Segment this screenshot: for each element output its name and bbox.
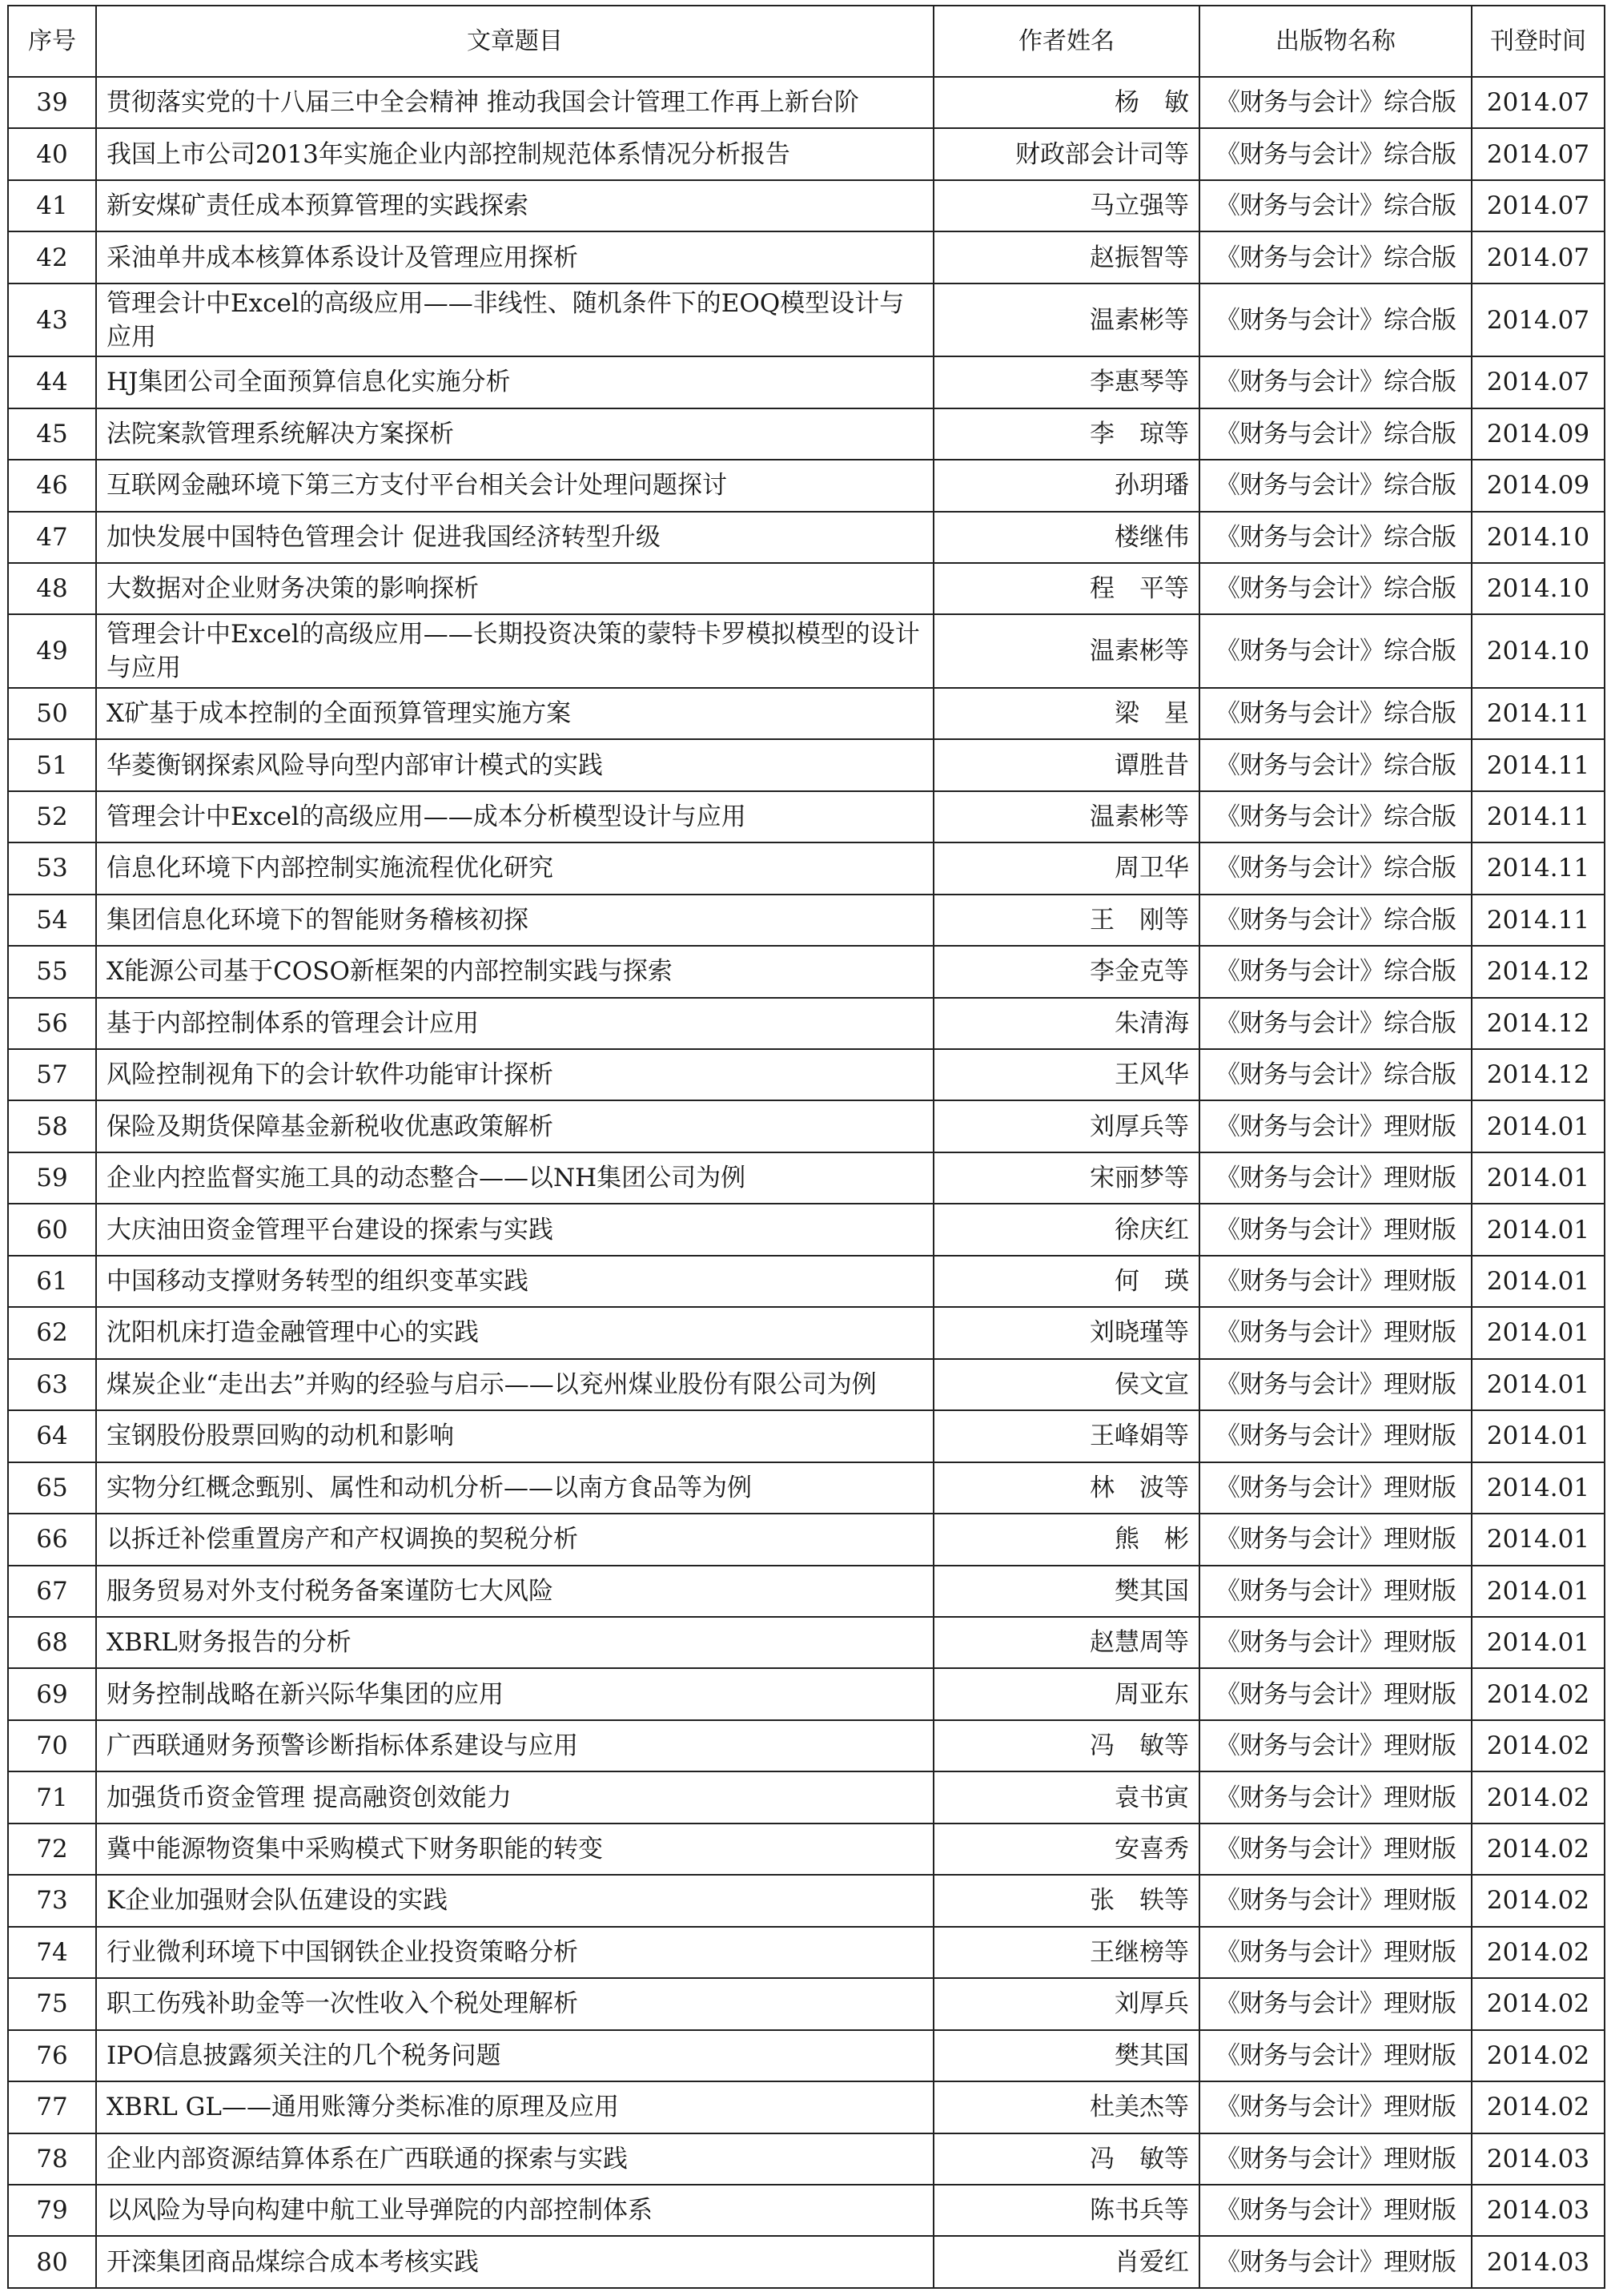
table-row [8,563,1605,614]
publication-name: 《财务与会计》综合版 [1199,460,1472,511]
publish-date: 2014.03 [1472,2133,1605,2185]
publication-name: 《财务与会计》理财版 [1199,1927,1472,1978]
publication-name: 《财务与会计》综合版 [1199,946,1472,997]
row-number: 47 [8,512,96,563]
author-name: 何 瑛 [934,1256,1199,1307]
publish-date: 2014.02 [1472,1668,1605,1719]
author-name: 赵振智等 [934,231,1199,283]
author-name: 梁 星 [934,688,1199,739]
publish-date: 2014.07 [1472,180,1605,231]
row-number: 51 [8,739,96,790]
author-name: 王继榜等 [934,1927,1199,1978]
author-name: 谭胜昔 [934,739,1199,790]
table-row [8,2081,1605,2133]
publication-name: 《财务与会计》综合版 [1199,128,1472,179]
publish-date: 2014.11 [1472,688,1605,739]
table-row [8,842,1605,894]
publish-date: 2014.01 [1472,1100,1605,1152]
table-row [8,1100,1605,1152]
table-header-row [8,6,1605,77]
row-number: 52 [8,791,96,842]
publication-name: 《财务与会计》理财版 [1199,1152,1472,1204]
table-row [8,1462,1605,1514]
article-title: XBRL财务报告的分析 [96,1617,934,1668]
article-title: 管理会计中Excel的高级应用——长期投资决策的蒙特卡罗模拟模型的设计与应用 [96,614,934,687]
table-row [8,1668,1605,1719]
publish-date: 2014.09 [1472,460,1605,511]
publish-date: 2014.02 [1472,2030,1605,2081]
header-title: 文章题目 [96,6,934,77]
author-name: 王 刚等 [934,895,1199,946]
publication-name: 《财务与会计》理财版 [1199,1100,1472,1152]
author-name: 陈书兵等 [934,2185,1199,2236]
table-row [8,356,1605,408]
publish-date: 2014.02 [1472,1771,1605,1823]
article-title: 广西联通财务预警诊断指标体系建设与应用 [96,1720,934,1771]
row-number: 46 [8,460,96,511]
article-title: 新安煤矿责任成本预算管理的实践探索 [96,180,934,231]
header-author: 作者姓名 [934,6,1199,77]
publication-name: 《财务与会计》综合版 [1199,842,1472,894]
table-row [8,1978,1605,2029]
table-row [8,1152,1605,1204]
publication-name: 《财务与会计》综合版 [1199,231,1472,283]
publication-name: 《财务与会计》综合版 [1199,791,1472,842]
article-title: HJ集团公司全面预算信息化实施分析 [96,356,934,408]
author-name: 熊 彬 [934,1514,1199,1565]
author-name: 袁书寅 [934,1771,1199,1823]
author-name: 王峰娟等 [934,1410,1199,1462]
article-title: 大庆油田资金管理平台建设的探索与实践 [96,1204,934,1255]
publication-name: 《财务与会计》综合版 [1199,614,1472,687]
article-title: 企业内控监督实施工具的动态整合——以NH集团公司为例 [96,1152,934,1204]
row-number: 58 [8,1100,96,1152]
author-name: 樊其国 [934,2030,1199,2081]
table-row [8,1927,1605,1978]
author-name: 刘厚兵等 [934,1100,1199,1152]
publish-date: 2014.11 [1472,895,1605,946]
publish-date: 2014.07 [1472,231,1605,283]
author-name: 财政部会计司等 [934,128,1199,179]
row-number: 53 [8,842,96,894]
author-name: 刘晓瑾等 [934,1307,1199,1358]
author-name: 温素彬等 [934,614,1199,687]
publication-name: 《财务与会计》理财版 [1199,1617,1472,1668]
table-row [8,739,1605,790]
row-number: 41 [8,180,96,231]
publication-name: 《财务与会计》理财版 [1199,1978,1472,2029]
publish-date: 2014.11 [1472,842,1605,894]
publication-name: 《财务与会计》综合版 [1199,283,1472,356]
table-row [8,895,1605,946]
article-title: 我国上市公司2013年实施企业内部控制规范体系情况分析报告 [96,128,934,179]
table-row [8,1514,1605,1565]
table-row [8,283,1605,356]
row-number: 57 [8,1049,96,1100]
author-name: 安喜秀 [934,1824,1199,1875]
table-row [8,688,1605,739]
article-title: 风险控制视角下的会计软件功能审计探析 [96,1049,934,1100]
row-number: 42 [8,231,96,283]
row-number: 50 [8,688,96,739]
article-title: 冀中能源物资集中采购模式下财务职能的转变 [96,1824,934,1875]
article-title: 集团信息化环境下的智能财务稽核初探 [96,895,934,946]
article-title: 服务贸易对外支付税务备案谨防七大风险 [96,1566,934,1617]
publication-name: 《财务与会计》综合版 [1199,77,1472,128]
article-title: 加强货币资金管理 提高融资创效能力 [96,1771,934,1823]
article-title: 企业内部资源结算体系在广西联通的探索与实践 [96,2133,934,2185]
table-row [8,231,1605,283]
article-title: X能源公司基于COSO新框架的内部控制实践与探索 [96,946,934,997]
publish-date: 2014.02 [1472,1875,1605,1926]
publish-date: 2014.10 [1472,512,1605,563]
publication-name: 《财务与会计》理财版 [1199,2185,1472,2236]
row-number: 76 [8,2030,96,2081]
table-body [8,77,1605,2288]
publish-date: 2014.01 [1472,1617,1605,1668]
article-title: 信息化环境下内部控制实施流程优化研究 [96,842,934,894]
publication-name: 《财务与会计》理财版 [1199,1204,1472,1255]
row-number: 44 [8,356,96,408]
author-name: 程 平等 [934,563,1199,614]
article-title: 沈阳机床打造金融管理中心的实践 [96,1307,934,1358]
author-name: 宋丽梦等 [934,1152,1199,1204]
author-name: 杜美杰等 [934,2081,1199,2133]
article-title: 管理会计中Excel的高级应用——成本分析模型设计与应用 [96,791,934,842]
row-number: 59 [8,1152,96,1204]
article-title: 以风险为导向构建中航工业导弹院的内部控制体系 [96,2185,934,2236]
author-name: 楼继伟 [934,512,1199,563]
article-title: 保险及期货保障基金新税收优惠政策解析 [96,1100,934,1152]
row-number: 68 [8,1617,96,1668]
row-number: 45 [8,408,96,460]
article-title: 实物分红概念甄别、属性和动机分析——以南方食品等为例 [96,1462,934,1514]
publish-date: 2014.01 [1472,1152,1605,1204]
publish-date: 2014.02 [1472,1824,1605,1875]
row-number: 40 [8,128,96,179]
publication-name: 《财务与会计》综合版 [1199,1049,1472,1100]
author-name: 冯 敏等 [934,2133,1199,2185]
author-name: 温素彬等 [934,283,1199,356]
publish-date: 2014.01 [1472,1462,1605,1514]
table-row [8,2133,1605,2185]
row-number: 78 [8,2133,96,2185]
row-number: 74 [8,1927,96,1978]
article-title: 法院案款管理系统解决方案探析 [96,408,934,460]
row-number: 79 [8,2185,96,2236]
publication-name: 《财务与会计》理财版 [1199,1824,1472,1875]
author-name: 张 轶等 [934,1875,1199,1926]
publish-date: 2014.01 [1472,1256,1605,1307]
author-name: 赵慧周等 [934,1617,1199,1668]
author-name: 肖爱红 [934,2236,1199,2288]
row-number: 65 [8,1462,96,1514]
table-row [8,1359,1605,1410]
article-title: 基于内部控制体系的管理会计应用 [96,998,934,1049]
row-number: 54 [8,895,96,946]
table-row [8,408,1605,460]
publish-date: 2014.12 [1472,946,1605,997]
publication-name: 《财务与会计》综合版 [1199,739,1472,790]
author-name: 李惠琴等 [934,356,1199,408]
row-number: 48 [8,563,96,614]
publish-date: 2014.07 [1472,77,1605,128]
table-row [8,1720,1605,1771]
publication-name: 《财务与会计》理财版 [1199,1462,1472,1514]
table-row [8,614,1605,687]
article-title: 中国移动支撑财务转型的组织变革实践 [96,1256,934,1307]
header-number: 序号 [8,6,96,77]
author-name: 林 波等 [934,1462,1199,1514]
publication-name: 《财务与会计》理财版 [1199,2081,1472,2133]
author-name: 冯 敏等 [934,1720,1199,1771]
publication-name: 《财务与会计》综合版 [1199,356,1472,408]
table-row [8,1204,1605,1255]
row-number: 62 [8,1307,96,1358]
publish-date: 2014.09 [1472,408,1605,460]
row-number: 43 [8,283,96,356]
article-title: 大数据对企业财务决策的影响探析 [96,563,934,614]
table-row [8,1410,1605,1462]
author-name: 温素彬等 [934,791,1199,842]
article-title: 煤炭企业“走出去”并购的经验与启示——以兖州煤业股份有限公司为例 [96,1359,934,1410]
row-number: 39 [8,77,96,128]
publish-date: 2014.02 [1472,1720,1605,1771]
publish-date: 2014.03 [1472,2185,1605,2236]
publish-date: 2014.01 [1472,1307,1605,1358]
table-row [8,1049,1605,1100]
publish-date: 2014.07 [1472,356,1605,408]
row-number: 70 [8,1720,96,1771]
row-number: 77 [8,2081,96,2133]
table-row [8,998,1605,1049]
table-row [8,1566,1605,1617]
author-name: 杨 敏 [934,77,1199,128]
author-name: 刘厚兵 [934,1978,1199,2029]
publication-name: 《财务与会计》综合版 [1199,895,1472,946]
author-name: 马立强等 [934,180,1199,231]
publish-date: 2014.01 [1472,1410,1605,1462]
publish-date: 2014.07 [1472,283,1605,356]
publication-name: 《财务与会计》理财版 [1199,2030,1472,2081]
row-number: 72 [8,1824,96,1875]
publication-name: 《财务与会计》理财版 [1199,1668,1472,1719]
article-title: 加快发展中国特色管理会计 促进我国经济转型升级 [96,512,934,563]
publication-name: 《财务与会计》理财版 [1199,1771,1472,1823]
table-row [8,1771,1605,1823]
publication-name: 《财务与会计》综合版 [1199,512,1472,563]
article-title: 宝钢股份股票回购的动机和影响 [96,1410,934,1462]
article-title: X矿基于成本控制的全面预算管理实施方案 [96,688,934,739]
author-name: 周亚东 [934,1668,1199,1719]
author-name: 朱清海 [934,998,1199,1049]
article-title: 行业微利环境下中国钢铁企业投资策略分析 [96,1927,934,1978]
author-name: 李 琼等 [934,408,1199,460]
publication-name: 《财务与会计》理财版 [1199,1566,1472,1617]
publish-date: 2014.02 [1472,2081,1605,2133]
publish-date: 2014.01 [1472,1566,1605,1617]
table-row [8,2185,1605,2236]
publish-date: 2014.03 [1472,2236,1605,2288]
publication-name: 《财务与会计》理财版 [1199,1359,1472,1410]
article-list-table [7,5,1605,2289]
publish-date: 2014.01 [1472,1514,1605,1565]
row-number: 56 [8,998,96,1049]
publish-date: 2014.11 [1472,739,1605,790]
article-title: 财务控制战略在新兴际华集团的应用 [96,1668,934,1719]
table-row [8,1617,1605,1668]
table-row [8,1256,1605,1307]
table-row [8,1824,1605,1875]
table-row [8,180,1605,231]
publication-name: 《财务与会计》理财版 [1199,1307,1472,1358]
row-number: 60 [8,1204,96,1255]
publish-date: 2014.01 [1472,1204,1605,1255]
row-number: 64 [8,1410,96,1462]
publish-date: 2014.01 [1472,1359,1605,1410]
article-title: 采油单井成本核算体系设计及管理应用探析 [96,231,934,283]
article-title: 华菱衡钢探索风险导向型内部审计模式的实践 [96,739,934,790]
publication-name: 《财务与会计》理财版 [1199,1514,1472,1565]
author-name: 周卫华 [934,842,1199,894]
author-name: 李金克等 [934,946,1199,997]
author-name: 徐庆红 [934,1204,1199,1255]
article-title: 互联网金融环境下第三方支付平台相关会计处理问题探讨 [96,460,934,511]
header-publication: 出版物名称 [1199,6,1472,77]
publication-name: 《财务与会计》理财版 [1199,1410,1472,1462]
publish-date: 2014.10 [1472,614,1605,687]
author-name: 樊其国 [934,1566,1199,1617]
table-row [8,1307,1605,1358]
table-row [8,460,1605,511]
row-number: 67 [8,1566,96,1617]
publish-date: 2014.02 [1472,1978,1605,2029]
row-number: 73 [8,1875,96,1926]
table-row [8,128,1605,179]
publish-date: 2014.10 [1472,563,1605,614]
article-title: 贯彻落实党的十八届三中全会精神 推动我国会计管理工作再上新台阶 [96,77,934,128]
table-row [8,946,1605,997]
publication-name: 《财务与会计》理财版 [1199,2133,1472,2185]
publish-date: 2014.12 [1472,998,1605,1049]
table-row [8,512,1605,563]
row-number: 71 [8,1771,96,1823]
table-row [8,791,1605,842]
row-number: 61 [8,1256,96,1307]
publication-name: 《财务与会计》理财版 [1199,1875,1472,1926]
row-number: 66 [8,1514,96,1565]
row-number: 55 [8,946,96,997]
article-title: 以拆迁补偿重置房产和产权调换的契税分析 [96,1514,934,1565]
author-name: 侯文宣 [934,1359,1199,1410]
article-title: IPO信息披露须关注的几个税务问题 [96,2030,934,2081]
article-title: K企业加强财会队伍建设的实践 [96,1875,934,1926]
table-row [8,1875,1605,1926]
article-title: 职工伤残补助金等一次性收入个税处理解析 [96,1978,934,2029]
article-title: 开滦集团商品煤综合成本考核实践 [96,2236,934,2288]
publication-name: 《财务与会计》综合版 [1199,998,1472,1049]
author-name: 王风华 [934,1049,1199,1100]
publication-name: 《财务与会计》理财版 [1199,1720,1472,1771]
publication-name: 《财务与会计》综合版 [1199,563,1472,614]
table-row [8,2236,1605,2288]
publish-date: 2014.02 [1472,1927,1605,1978]
publication-name: 《财务与会计》综合版 [1199,688,1472,739]
author-name: 孙玥璠 [934,460,1199,511]
row-number: 49 [8,614,96,687]
article-title: 管理会计中Excel的高级应用——非线性、随机条件下的EOQ模型设计与应用 [96,283,934,356]
row-number: 80 [8,2236,96,2288]
publish-date: 2014.12 [1472,1049,1605,1100]
publication-name: 《财务与会计》综合版 [1199,180,1472,231]
publication-name: 《财务与会计》理财版 [1199,2236,1472,2288]
row-number: 69 [8,1668,96,1719]
row-number: 63 [8,1359,96,1410]
publication-name: 《财务与会计》综合版 [1199,408,1472,460]
publish-date: 2014.07 [1472,128,1605,179]
publish-date: 2014.11 [1472,791,1605,842]
table-row [8,2030,1605,2081]
row-number: 75 [8,1978,96,2029]
publication-name: 《财务与会计》理财版 [1199,1256,1472,1307]
header-date: 刊登时间 [1472,6,1605,77]
article-title: XBRL GL——通用账簿分类标准的原理及应用 [96,2081,934,2133]
table-row [8,77,1605,128]
